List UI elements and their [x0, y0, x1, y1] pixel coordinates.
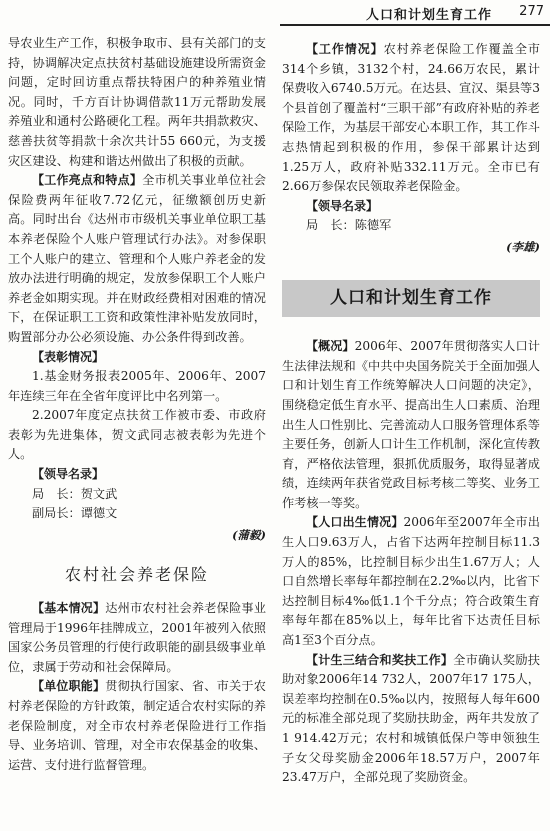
births-text: 2006年至2007年全市出生人口9.63万人，占省下达两年控制目标11.3万人的85%，比控制目标少出生1.67万人；人口自然增长率每年都控制在2.2‰以内，比省下达控制目标4‰低1.1个千分点；符合政策生育率每年都在85%以上，每年比省下达责任目标高1至3个百分点。 — [282, 515, 540, 648]
chapter-banner: 人口和计划生育工作 — [282, 280, 540, 318]
commendation-item: 2.2007年度定点扶贫工作被市委、市政府表彰为先进集体，贺文武同志被表彰为先进个人。 — [8, 408, 266, 462]
page-header — [0, 0, 550, 26]
section-label: 【计生三结合和奖扶工作】 — [306, 652, 454, 667]
highlights-paragraph — [8, 171, 266, 347]
section-label: 【基本情况】 — [32, 601, 106, 616]
leader-row: 局 长：贺文武 — [32, 486, 118, 501]
right-column — [282, 40, 540, 788]
section-label: 【概况】 — [306, 339, 355, 354]
author-signature: (李雄) — [506, 239, 540, 254]
leader-row: 副局长：谭德文 — [32, 506, 118, 521]
section-label: 【工作亮点和特点】 — [32, 173, 143, 188]
duties-text: 贯彻执行国家、省、市关于农村养老保险的方针政策，制定适合农村实际的养老保险制度，对全市农村养老保险进行工作指导、业务培训、管理，对全市农保基金的收集、运营、支付进行监督管理。 — [8, 679, 266, 772]
section-label: 【工作情况】 — [306, 42, 384, 56]
author-signature: (蒲毅) — [232, 527, 266, 542]
work-text: 农村养老保险工作覆盖全市314个乡镇，3132个村，24.66万农民，累计保费收入6740.5万元。在达县、宣汉、渠县等3个县首创了覆盖村“三职干部”有政府补贴的养老保险工作，为基层干部安心本职工作，其工作斗志热情起到积极的作用，参保干部累计达到1.25万人，政府补贴332.11万元。全市已有2.66万参保农民领取养老保险金。 — [282, 42, 540, 194]
section-label: 【单位职能】 — [32, 679, 106, 694]
leaders-heading — [282, 197, 540, 217]
left-column — [8, 34, 266, 775]
section-title: 农村社会养老保险 — [64, 565, 209, 585]
rewards-paragraph — [282, 651, 540, 788]
section-label: 【表彰情况】 — [32, 349, 105, 364]
basic-text: 达州市农村社会养老保险事业管理局于1996年挂牌成立，2001年被列入依照国家公务员管理的行使行政职能的副县级事业单位，隶属于劳动和社会保障局。 — [8, 601, 266, 674]
basic-paragraph — [8, 599, 266, 677]
section-label: 【领导名录】 — [32, 467, 105, 482]
header-rule — [280, 24, 550, 26]
header-title: 人口和计划生育工作 — [365, 8, 492, 23]
duties-paragraph — [8, 677, 266, 775]
section-label: 【领导名录】 — [306, 198, 379, 213]
intro-paragraph: 导农业生产工作，积极争取市、县有关部门的支持，协调解决定点扶贫村基础设施建设所需资金问题，定时回访重点帮扶特困户的种养殖业情况。同时，千方百计协调借款11万元帮助发展养殖业和通村公路硬化工程。两年共捐款救灾、慈善扶贫等捐款十余次共计55 660元，为支援灾区建设、构建和谐达州做出了积极的贡献。 — [8, 36, 266, 168]
overview-paragraph — [282, 337, 540, 513]
leader-row: 局 长：陈德军 — [306, 218, 392, 233]
commendation-heading — [8, 348, 266, 368]
page-number: 277 — [519, 4, 544, 19]
work-paragraph — [282, 40, 540, 197]
rewards-text: 全市确认奖励扶助对象2006年14 732人，2007年17 175人，误差率均控制在0.5‰以内，按照每人每年600元的标准全部兑现了奖励扶助金，两年共发放了1 914.42万元；农村和城镇低保户等申领独生子女父母奖励金2006年18.57万户，2007年23.47万户，全部兑现了奖励资金。 — [282, 652, 540, 785]
section-label: 【人口出生情况】 — [306, 515, 404, 530]
births-paragraph — [282, 513, 540, 650]
overview-text: 2006年、2007年贯彻落实人口计生法律法规和《中共中央国务院关于全面加强人口和计划生育工作统筹解决人口问题的决定》，围绕稳定低生育水平、提高出生人口素质、治理出生人口性别比、完善流动人口服务管理体系等主要任务，创新人口计生工作机制，深化宣传教育，严格依法管理，狠抓优质服务，取得显著成绩，连续两年获省党政目标考核二等奖、业务工作考核一等奖。 — [282, 339, 540, 510]
highlights-text: 全市机关事业单位社会保险费两年征收7.72亿元，征缴额创历史新高。同时出台《达州市市级机关事业单位职工基本养老保险个人账户管理试行办法》。对参保职工个人账户的建立、管理和个人账户养老金的发放办法进行明确的规定，发放参保职工个人账户养老金如期实现。并在财政经费相对困难的情况下，在保证职工工资和政策性津补贴发放同时，购置部分办公必须设施、办公条件得到改善。 — [8, 173, 266, 344]
leaders-heading — [8, 465, 266, 485]
commendation-item: 1.基金财务报表2005年、2006年、2007年连续三年在全省年度评比中名列第一。 — [8, 369, 266, 403]
